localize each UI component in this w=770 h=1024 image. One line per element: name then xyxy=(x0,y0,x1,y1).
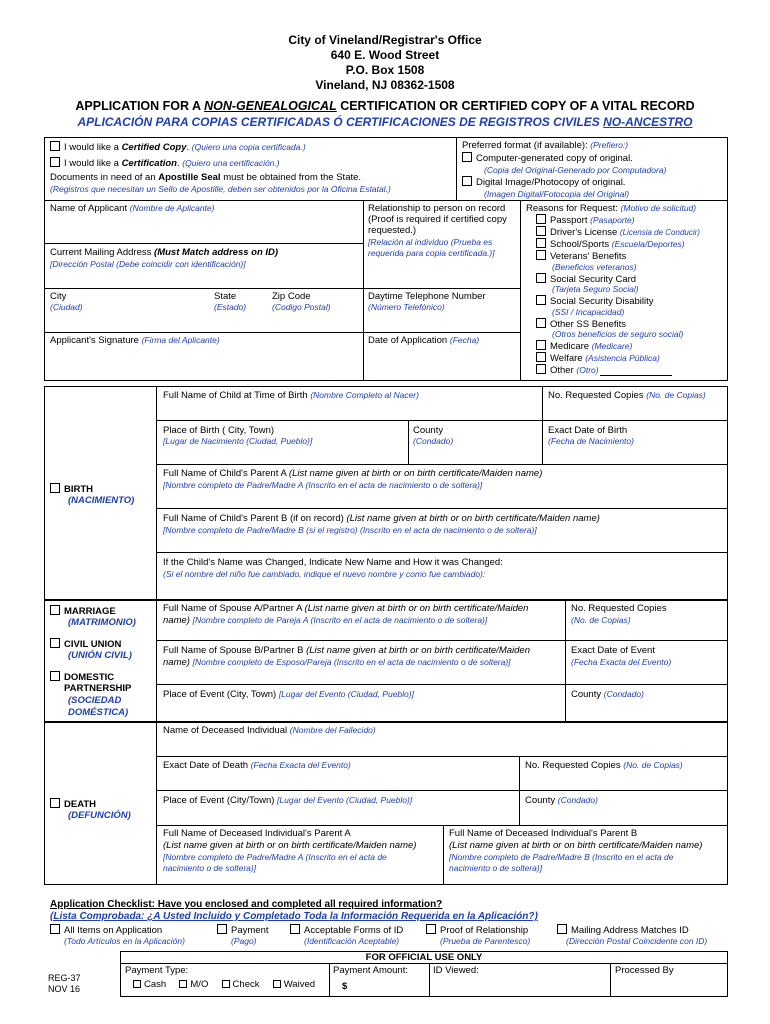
reason-passport[interactable]: Passport (Pasaporte) xyxy=(536,214,635,226)
child-name-field[interactable]: Full Name of Child at Time of Birth (Nombre Completo al Nacer) xyxy=(163,390,419,401)
domestic-es2: DOMÉSTICA) xyxy=(68,707,129,718)
payment-type-label: Payment Type: xyxy=(125,965,189,976)
ss-disability-checkbox[interactable] xyxy=(536,295,546,305)
death-copies-field[interactable]: No. Requested Copies (No. de Copias) xyxy=(525,760,683,771)
check-checkbox[interactable] xyxy=(222,980,230,988)
office-city: Vineland, NJ 08362-1508 xyxy=(315,78,455,92)
payment-amount-field[interactable]: Payment Amount: xyxy=(333,965,408,976)
date-of-application-field[interactable]: Date of Application (Fecha) xyxy=(368,335,480,346)
relationship-field[interactable]: Relationship to person on record xyxy=(368,203,506,214)
spouse-a-line2: name) [Nombre completo de Pareja A (Inscrito en el acta de nacimiento o de soltera)] xyxy=(163,615,488,626)
zip-field[interactable]: Zip Code xyxy=(272,291,311,302)
birth-parent-b-field[interactable]: Full Name of Child's Parent B (if on record) (List name given at birth or on birth certificate/Maiden name) xyxy=(163,513,600,524)
name-changed-field[interactable]: If the Child's Name was Changed, Indicate New Name and How it was Changed: xyxy=(163,557,503,568)
civil-union-checkbox[interactable] xyxy=(50,638,60,648)
computer-generated-es: (Copia del Original-Generado por Computadora) xyxy=(484,165,667,175)
death-option[interactable]: DEATH xyxy=(50,798,96,810)
digital-image-es: (Imagen Digital/Fotocopia del Original) xyxy=(484,189,630,199)
death-checkbox[interactable] xyxy=(50,798,60,808)
death-parent-b-es2: nacimiento o de soltera)] xyxy=(449,863,543,873)
birth-parent-a-field[interactable]: Full Name of Child's Parent A (List name given at birth or on birth certificate/Maiden name) xyxy=(163,468,543,479)
death-label-es: (DEFUNCIÓN) xyxy=(68,810,131,821)
birth-parent-a-es: [Nombre completo de Padre/Madre A (Inscrito en el acta de nacimiento o de soltera)] xyxy=(163,480,483,490)
birth-label-es: (NACIMIENTO) xyxy=(68,495,135,506)
passport-checkbox[interactable] xyxy=(536,214,546,224)
mo-option[interactable]: M/O xyxy=(179,979,208,990)
death-parent-a-field[interactable]: Full Name of Deceased Individual's Parent A xyxy=(163,828,351,839)
marriage-checkbox[interactable] xyxy=(50,605,60,615)
birth-date-es: (Fecha de Nacimiento) xyxy=(548,436,634,446)
civil-union-es: (UNIÓN CIVIL) xyxy=(68,650,132,661)
certification-option[interactable]: I would like a Certification. (Quiero una certificación.) xyxy=(50,157,280,169)
all-items-checkbox[interactable] xyxy=(50,924,60,934)
other-line[interactable] xyxy=(600,375,672,376)
reason-other[interactable]: Other (Otro) xyxy=(536,364,599,376)
cash-checkbox[interactable] xyxy=(133,980,141,988)
marriage-copies-field[interactable]: No. Requested Copies xyxy=(571,603,667,614)
phone-es: (Número Telefónico) xyxy=(368,302,445,312)
checklist-address-es: (Dirección Postal Coincidente con ID) xyxy=(566,936,708,946)
school-checkbox[interactable] xyxy=(536,238,546,248)
other-ss-checkbox[interactable] xyxy=(536,318,546,328)
waived-option[interactable]: Waived xyxy=(273,979,315,990)
death-date-field[interactable]: Exact Date of Death (Fecha Exacta del Evento) xyxy=(163,760,351,771)
address-checkbox[interactable] xyxy=(557,924,567,934)
spouse-a-field[interactable]: Full Name of Spouse A/Partner A (List name given at birth or on birth certificate/Maiden xyxy=(163,603,529,614)
checklist-title: Application Checklist: Have you enclosed and completed all required information? xyxy=(50,899,443,910)
marriage-county-field[interactable]: County (Condado) xyxy=(571,689,644,700)
ss-card-checkbox[interactable] xyxy=(536,273,546,283)
checklist-address[interactable]: Mailing Address Matches ID xyxy=(557,924,689,936)
checklist-id[interactable]: Acceptable Forms of ID xyxy=(290,924,403,936)
death-parent-b-es1: [Nombre completo de Padre/Madre B (Inscrito en el acta de xyxy=(449,852,674,862)
reasons-title: Reasons for Request: (Motivo de solicitud) xyxy=(526,203,697,214)
office-name: City of Vineland/Registrar's Office xyxy=(288,33,482,47)
preferred-format-title: Preferred format (if available): (Prefiero:) xyxy=(462,140,629,151)
domestic-partnership-option[interactable]: DOMESTIC xyxy=(50,671,114,683)
spouse-b-line2: name) [Nombre completo de Esposo/Pareja (Inscrito en el acta de nacimiento o de soltera)] xyxy=(163,657,511,668)
mo-checkbox[interactable] xyxy=(179,980,187,988)
death-parent-a-es1: [Nombre completo de Padre/Madre A (Inscrito en el acta de xyxy=(163,852,387,862)
birth-place-es: [Lugar de Nacimiento (Ciudad, Pueblo)] xyxy=(163,436,313,446)
checklist-payment[interactable]: Payment xyxy=(217,924,269,936)
mailing-address-field[interactable]: Current Mailing Address (Must Match address on ID) xyxy=(50,247,279,258)
deceased-name-field[interactable]: Name of Deceased Individual (Nombre del Fallecido) xyxy=(163,725,376,736)
domestic-es1: (SOCIEDAD xyxy=(68,695,122,706)
civil-union-option[interactable]: CIVIL UNION xyxy=(50,638,121,650)
domestic-partnership-checkbox[interactable] xyxy=(50,671,60,681)
birth-county-field[interactable]: County xyxy=(413,425,444,436)
relationship-line3: requested.) xyxy=(368,225,417,236)
birth-parent-b-es: [Nombre completo de Padre/Madre B (si el registro) (Inscrito en el acta de nacimiento o de soltera)] xyxy=(163,525,537,535)
relationship-line2: (Proof is required if certified copy xyxy=(368,214,507,225)
official-use-title: FOR OFFICIAL USE ONLY xyxy=(365,952,483,963)
birth-option[interactable]: BIRTH xyxy=(50,483,93,495)
form-title-es: APLICACIÓN PARA COPIAS CERTIFICADAS Ó CERTIFICACIONES DE REGISTROS CIVILES NO-ANCESTRO xyxy=(77,115,693,129)
signature-field[interactable]: Applicant's Signature (Firma del Aplicante) xyxy=(50,335,220,346)
relationship-es1: [Relación al individuo (Prueba es xyxy=(368,237,493,247)
checklist-id-es: (Identificación Aceptable) xyxy=(304,936,400,946)
apostille-note: Documents in need of an Apostille Seal must be obtained from the State. xyxy=(50,172,362,183)
reason-other-ss[interactable]: Other SS Benefits xyxy=(536,318,626,330)
death-parent-b-line2: (List name given at birth or on birth certificate/Maiden name) xyxy=(449,840,703,851)
relationship-checkbox[interactable] xyxy=(426,924,436,934)
marriage-option[interactable]: MARRIAGE xyxy=(50,605,116,617)
checklist-relationship-es: (Prueba de Parentesco) xyxy=(440,936,531,946)
state-field[interactable]: State xyxy=(214,291,237,302)
form-date: NOV 16 xyxy=(48,984,81,994)
reason-medicare[interactable]: Medicare (Medicare) xyxy=(536,340,632,352)
death-parent-a-line2: (List name given at birth or on birth certificate/Maiden name) xyxy=(163,840,417,851)
office-street: 640 E. Wood Street xyxy=(330,48,440,62)
digital-image-checkbox[interactable] xyxy=(462,176,472,186)
reason-ss-card[interactable]: Social Security Card xyxy=(536,273,636,285)
medicare-checkbox[interactable] xyxy=(536,340,546,350)
waived-checkbox[interactable] xyxy=(273,980,281,988)
veterans-checkbox[interactable] xyxy=(536,250,546,260)
welfare-checkbox[interactable] xyxy=(536,352,546,362)
relationship-es2: requerida para copia certificada.)] xyxy=(368,248,495,258)
reason-ss-disability[interactable]: Social Security Disability xyxy=(536,295,653,307)
id-checkbox[interactable] xyxy=(290,924,300,934)
check-option[interactable]: Check xyxy=(222,979,260,990)
reason-veterans[interactable]: Veterans' Benefits xyxy=(536,250,626,262)
birth-date-field[interactable]: Exact Date of Birth xyxy=(548,425,628,436)
city-field[interactable]: City xyxy=(50,291,67,302)
birth-checkbox[interactable] xyxy=(50,483,60,493)
dollar-sign: $ xyxy=(342,981,348,992)
other-ss-es: (Otros beneficios de seguro social) xyxy=(552,329,684,339)
reason-school[interactable]: School/Sports (Escuela/Deportes) xyxy=(536,238,685,250)
reason-welfare[interactable]: Welfare (Asistencia Pública) xyxy=(536,352,660,364)
checklist-relationship[interactable]: Proof of Relationship xyxy=(426,924,528,936)
certified-copy-checkbox[interactable] xyxy=(50,141,60,151)
death-county-field[interactable]: County (Condado) xyxy=(525,795,598,806)
birth-county-es: (Condado) xyxy=(413,436,454,446)
digital-image-option[interactable]: Digital Image/Photocopy of original. xyxy=(462,176,625,188)
applicant-name-field[interactable]: Name of Applicant (Nombre de Aplicante) xyxy=(50,203,215,214)
processed-by-field[interactable]: Processed By xyxy=(615,965,674,976)
checklist-payment-es: (Pago) xyxy=(231,936,257,946)
payment-type-options xyxy=(133,979,315,990)
payment-checkbox[interactable] xyxy=(217,924,227,934)
marriage-date-field[interactable]: Exact Date of Event xyxy=(571,645,655,656)
marriage-place-field[interactable]: Place of Event (City, Town) [Lugar del Evento (Ciudad, Pueblo)] xyxy=(163,689,414,700)
state-es: (Estado) xyxy=(214,302,247,312)
office-pobox: P.O. Box 1508 xyxy=(345,63,425,77)
reason-license[interactable]: Driver's License (Licensia de Conducir) xyxy=(536,226,700,238)
computer-generated-option[interactable]: Computer-generated copy of original. xyxy=(462,152,633,164)
other-checkbox[interactable] xyxy=(536,364,546,374)
name-changed-es: (Si el nombre del niño fue cambiado, indique el nuevo nombre y como fue cambiado): xyxy=(163,569,486,579)
form-title: APPLICATION FOR A NON-GENEALOGICAL CERTIFICATION OR CERTIFIED COPY OF A VITAL RECORD xyxy=(75,99,695,113)
ss-disability-es: (SSI / Incapacidad) xyxy=(552,307,625,317)
city-es: (Ciudad) xyxy=(50,302,83,312)
birth-place-field[interactable]: Place of Birth ( City, Town) xyxy=(163,425,275,436)
marriage-date-es: (Fecha Exacta del Evento) xyxy=(571,657,672,667)
checklist-title-es: (Lista Comprobada: ¿A Usted Incluido y Completado Toda la Información Requerida en la Aplicación?) xyxy=(50,911,538,922)
zip-es: (Codigo Postal) xyxy=(272,302,331,312)
marriage-copies-es: (No. de Copias) xyxy=(571,615,631,625)
birth-copies-field[interactable]: No. Requested Copies (No. de Copias) xyxy=(548,390,706,401)
checklist-all-items[interactable]: All Items on Application xyxy=(50,924,162,936)
domestic-partnership-line2: PARTNERSHIP xyxy=(64,683,132,694)
death-parent-a-es2: nacimiento o de soltera)] xyxy=(163,863,257,873)
cash-option[interactable]: Cash xyxy=(133,979,166,990)
marriage-es: (MATRIMONIO) xyxy=(68,617,136,628)
death-place-field[interactable]: Place of Event (City/Town) [Lugar del Evento (Ciudad, Pueblo)] xyxy=(163,795,413,806)
checklist-all-items-es: (Todo Artículos en la Aplicación) xyxy=(64,936,185,946)
apostille-note-es: (Registros que necesitan un Sello de Apostille, deben ser obtenidos por la Oficina Estatal.) xyxy=(50,184,391,194)
mailing-address-es: [Dirección Postal (Debe coincidir con identificación)] xyxy=(50,259,246,269)
certification-checkbox[interactable] xyxy=(50,157,60,167)
license-checkbox[interactable] xyxy=(536,226,546,236)
certified-copy-option[interactable]: I would like a Certified Copy. (Quiero una copia certificada.) xyxy=(50,141,306,153)
computer-generated-checkbox[interactable] xyxy=(462,152,472,162)
phone-field[interactable]: Daytime Telephone Number xyxy=(368,291,486,302)
form-number: REG-37 xyxy=(48,973,81,983)
spouse-b-field[interactable]: Full Name of Spouse B/Partner B (List name given at birth or on birth certificate/Maiden xyxy=(163,645,530,656)
ss-card-es: (Tarjeta Seguro Social) xyxy=(552,284,639,294)
id-viewed-field[interactable]: ID Viewed: xyxy=(433,965,479,976)
veterans-es: (Beneficios veteranos) xyxy=(552,262,637,272)
death-parent-b-field[interactable]: Full Name of Deceased Individual's Parent B xyxy=(449,828,638,839)
